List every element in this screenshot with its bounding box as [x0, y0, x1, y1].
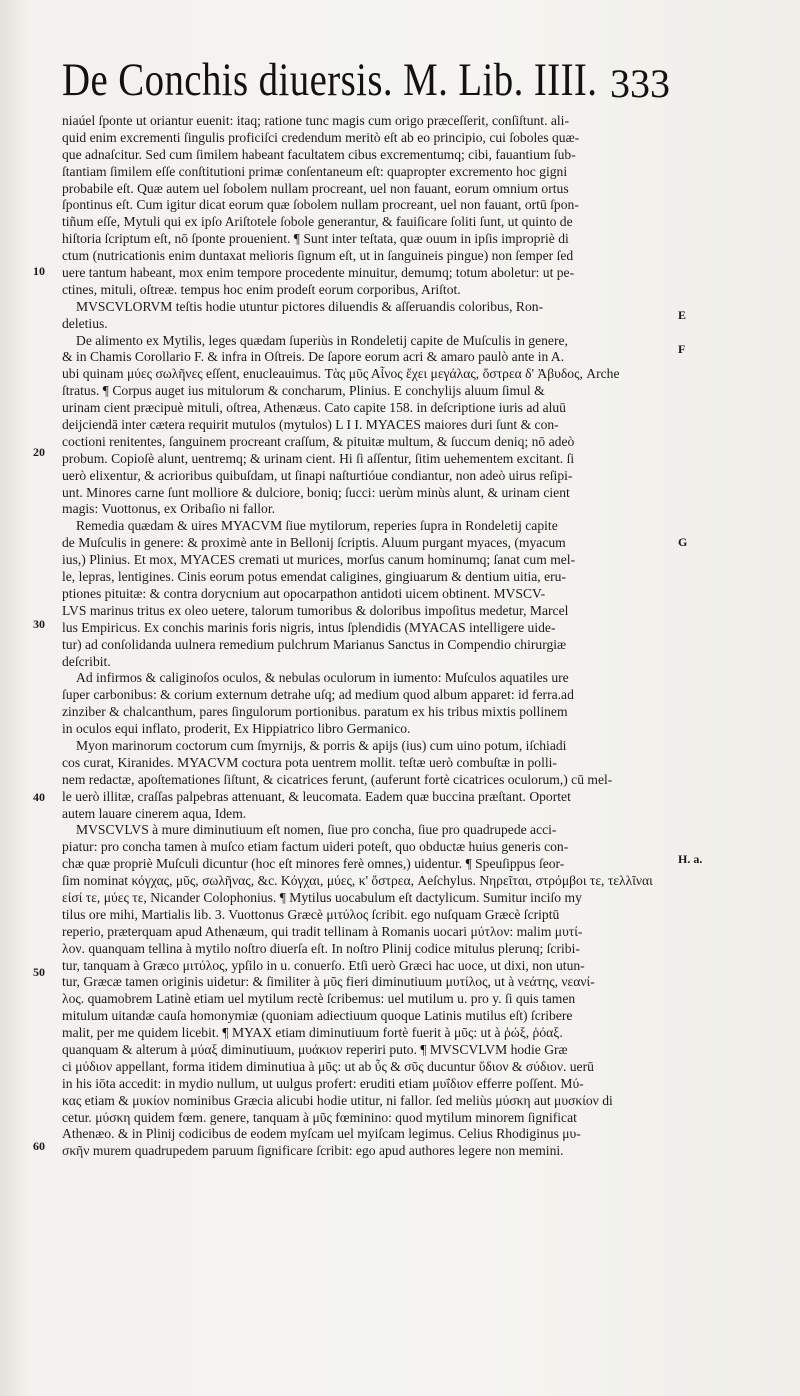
- text-line: unt. Minores carne ſunt molliore & dulciore, boniq; ſucci: uerùm minùs alunt, & urinam cient: [62, 484, 570, 500]
- text-line: κας etiam & μυκίον nominibus Græcia alicubi hodie utitur, ni fallor. ſed meliùs μύσκη aut μυσκίον di: [62, 1092, 613, 1108]
- text-line: ſuper carbonibus: & corium externum detrahe uſq; ad medium quod album apparet: id ferra.ad: [62, 687, 574, 703]
- text-line: ctum (nutricationis enim duntaxat melioris ſignum eſt, ut in ſanguineis pingue) non ſemper ſed: [62, 248, 574, 264]
- text-line: le uerò illitæ, craſſas palpebras attenuant, & leucomata. Eadem quæ buccina præſtant. Oportet: [62, 788, 571, 804]
- body-text: [62, 113, 672, 1177]
- line-number: 10: [33, 264, 45, 278]
- text-line: σκῆν murem quadrupedem paruum ſignificare ſcribit: ego apud authores legere non memini.: [62, 1143, 564, 1159]
- text-line: chæ quæ propriè Muſculi dicuntur (hoc eſt minores ferè omnes,) uidentur. ¶ Speuſippus ſeor-: [62, 856, 565, 872]
- text-line: εἰσί τε, μύες τε, Nicander Colophonius. ¶ Mytilus uocabulum eſt dactylicum. Sumitur inciſo my: [62, 889, 582, 905]
- text-line: probabile eſt. Quæ autem uel ſobolem nullam procreant, uel non fauant, eorum omnium ortus: [62, 180, 569, 196]
- text-line: [62, 1160, 672, 1177]
- text-line: & in Chamis Corollario F. & infra in Oſtreis. De ſapore eorum acri & amaro paulò ante in A.: [62, 349, 565, 365]
- line-number: 20: [33, 445, 45, 459]
- text-line: le, lepras, lentigines. Cinis eorum potus emendat caligines, gingiuarum & dentium uitia, eru-: [62, 569, 566, 585]
- text-line: de Muſculis in genere: & proximè ante in Bellonij ſcriptis. Aluum purgant myaces, (myacum: [62, 535, 566, 551]
- text-line: tur) ad conſolidanda uulnera remedium pulchrum Marianus Sanctus in Compendio chirurgiæ: [62, 636, 567, 652]
- text-line: λον. quanquam tellina à mytilo noſtro diuerſa eſt. In noſtro Plinij codice mitulus plerunq; ſcribi-: [62, 940, 580, 956]
- margin-letter: G: [678, 535, 688, 549]
- text-line: in his iōta accedit: in mydio nullum, ut uulgus profert: eruditi etiam μυΐδιον efferre poſſent. Μύ-: [62, 1075, 584, 1091]
- text-line: ſtantiam ſimilem eſſe conſtitutioni primæ conſentaneum eſt: quapropter excremento hoc gigni: [62, 163, 568, 179]
- text-line: deſcribit.: [62, 653, 111, 669]
- running-title: De Conchis diuersis. M. Lib. IIII.: [62, 54, 598, 106]
- page-header: [62, 52, 702, 114]
- text-line: deijciendā inter cætera requirit mutulos (mytulos) L I I. MYACES maiores duri ſunt & con-: [62, 417, 559, 433]
- text-line: ubi quinam μύες σωλῆνες eſſent, enucleauimus. Τὰς μῦς Αἶνος ἔχει μεγάλας, ὄστρεα δ' Ἀβυδος, Arche: [62, 366, 620, 382]
- text-line: MVSCVLVS à mure diminutiuum eſt nomen, ſiue pro concha, ſiue pro quadrupede acci-: [76, 822, 557, 838]
- text-line: De alimento ex Mytilis, leges quædam ſuperiùs in Rondeletij capite de Muſculis in genere,: [76, 332, 568, 348]
- text-line: cetur. μύσκη quidem fœm. genere, tanquam à μῦς fœminino: quod mytilum minorem ſignificat: [62, 1109, 577, 1125]
- text-line: Athenæo. & in Plinij codicibus de eodem myſcam uel myiſcam legimus. Celius Rhodiginus μυ-: [62, 1126, 581, 1142]
- line-number: 50: [33, 965, 45, 979]
- text-line: quanquam & alterum à μύαξ diminutiuum, μυάκιον reperiri puto. ¶ MVSCVLVM hodie Græ: [62, 1041, 568, 1057]
- text-line: tur, Græcæ tamen originis uidetur: & ſimiliter à μῦς fieri diminutiuum μυτίλος, ut à νεάτης, νεανί-: [62, 974, 595, 990]
- text-line: tilus ore mihi, Martialis lib. 3. Vuottonus Græcè μιτύλος ſcribit. ego nuſquam Græcè ſcriptū: [62, 906, 560, 922]
- text-line: ci μύδιον appellant, forma itidem diminutiua à μῦς: ut ab ὗς & σῦς ducuntur ὕδιον & σύδιον. uerū: [62, 1058, 594, 1074]
- page-number: 333: [610, 61, 670, 106]
- text-line: quid enim excrementi ſingulis proficiſci credendum meritò eſt ab eo principio, cui ſoboles quæ-: [62, 129, 580, 145]
- text-line: uere tantum habeant, mox enim tempore procedente minuitur, demumq; totum aboletur: ut pe-: [62, 265, 575, 281]
- text-line: niaúel ſponte ut oriantur euenit: itaq; ratione tunc magis cum origo præceſſerit, conſiſtunt. ali-: [62, 113, 569, 128]
- text-line: uerò elixentur, & acrioribus quibuſdam, ut ſinapi naſturtióue condiantur, non adeò uirus reſipi-: [62, 467, 573, 483]
- text-line: Remedia quædam & uires MYACVM ſiue mytilorum, reperies ſupra in Rondeletij capite: [76, 518, 558, 534]
- text-line: Ad infirmos & caliginoſos oculos, & nebulas oculorum in iumento: Muſculos aquatiles ure: [76, 670, 569, 686]
- margin-letter: H. a.: [678, 852, 703, 866]
- text-line: ius,) Plinius. Et mox, MYACES cremati ut murices, morſus canum hominumq; ſanat cum mel-: [62, 552, 576, 568]
- text-line: tiñum eſſe, Mytuli qui ex ipſo Ariſtotele ſobole generantur, & fauiſicare ſoliti ſunt, ut quinto de: [62, 214, 573, 230]
- text-line: zinziber & chalcanthum, pares ſingulorum portionibus. paratum ex his tribus mixtis pollinem: [62, 704, 568, 720]
- text-line: mitulum uitandæ cauſa homonymiæ (quoniam adiectiuum quoque Latinis mutilus eſt) ſcribere: [62, 1008, 573, 1024]
- line-number: 30: [33, 617, 45, 631]
- text-line: urinam cient præcipuè mituli, oſtrea, Athenæus. Cato capite 158. in deſcriptione iuris ad aluū: [62, 400, 566, 416]
- text-line: que adnaſcitur. Sed cum ſimilem habeant facultatem cibus excrementumq; cibi, fauantium ſub-: [62, 146, 576, 162]
- text-line: deletius.: [62, 315, 108, 331]
- text-line: MVSCVLORVM teſtis hodie utuntur pictores diluendis & aſſeruandis coloribus, Ron-: [76, 298, 544, 314]
- text-line: piatur: pro concha tamen à muſco etiam factum uideri poteſt, quo obductæ huius generis con-: [62, 839, 569, 855]
- text-line: probum. Copioſè alunt, uentremq; & urinam cient. Hi ſi aſſentur, ſitim uehementem excitant. ſi: [62, 450, 575, 466]
- text-line: magis: Vuottonus, ex Oribaſio ni fallor.: [62, 501, 276, 517]
- text-line: coctioni renitentes, ſanguinem procreant craſſum, & pituitæ multum, & ſuccum deniq; nō adeò: [62, 433, 575, 449]
- text-line: in oculos equi inflato, proderit, Ex Hippiatrico libro Germanico.: [62, 721, 411, 737]
- text-line: ſim nominat κόγχας, μῦς, σωλῆνας, &c. Κόγχαι, μύες, κ' ὄστρεα, Aeſchylus. Νηρεῖται, στρόμβοι τε, τελλῖναι: [62, 873, 653, 889]
- text-line: λος. quamobrem Latinè etiam uel mytilum rectè ſcribemus: uel mutilum u. pro y. ſi quis tamen: [62, 991, 576, 1007]
- text-line: tur, tanquam à Græco μιτύλος, ypſilo in u. conuerſo. Etſi uerò Græci hac uoce, ut dixi, non utun-: [62, 957, 585, 973]
- text-line: nem redactæ, apoſtemationes ſiſtunt, & cicatrices ferunt, (auferunt fortè cicatrices oculorum,) cū mel-: [62, 771, 613, 787]
- text-line: cos curat, Kiranides. MYACVM coctura pota uentrem mollit. teſtæ uerò combuſtæ in polli-: [62, 754, 557, 770]
- text-line: LVS marinus tritus ex oleo uetere, talorum tumoribus & doloribus impoſitus medetur, Marcel: [62, 602, 569, 618]
- text-line: reperio, præterquam apud Athenæum, qui tradit tellinam à Romanis uocari μύτλον: malim μυτί-: [62, 923, 583, 939]
- text-line: malit, per me quidem licebit. ¶ MYAX etiam diminutiuum fortè fuerit à μῦς: ut à ῥώξ, ῥόαξ.: [62, 1025, 563, 1041]
- text-line: lus Empiricus. Ex conchis marinis foris nigris, intus ſplendidis (MYACAS intelligere uide-: [62, 619, 556, 635]
- line-number: 60: [33, 1139, 45, 1153]
- line-number: 40: [33, 790, 45, 804]
- text-line: Myon marinorum coctorum cum ſmyrnijs, & porris & apijs (ius) cum uino potum, iſchiadi: [76, 737, 567, 753]
- text-line: ſtratus. ¶ Corpus auget ius mitulorum & concharum, Plinius. E conchylijs aluum ſimul &: [62, 383, 545, 399]
- margin-letter: E: [678, 308, 687, 322]
- text-line: hiſtoria ſcriptum eſt, nō ſponte prouenient. ¶ Sunt inter teſtata, quæ ouum in ipſis impropriè di: [62, 231, 569, 247]
- text-line: ctines, mituli, oſtreæ. tempus hoc enim prodeſt eorum corporibus, Ariſtot.: [62, 281, 461, 297]
- text-line: autem lauare cinerem aqua, Idem.: [62, 805, 247, 821]
- margin-letter: F: [678, 342, 686, 356]
- text-line: ptiones pituitæ: & contra dorycnium aut opocarpathon antidoti uicem obtinent. MVSCV-: [62, 585, 546, 601]
- text-line: ſpontinus eſt. Cum igitur dicat eorum quæ ſobolem nullam procreant, uel non fauant, ortū ſpon-: [62, 197, 579, 213]
